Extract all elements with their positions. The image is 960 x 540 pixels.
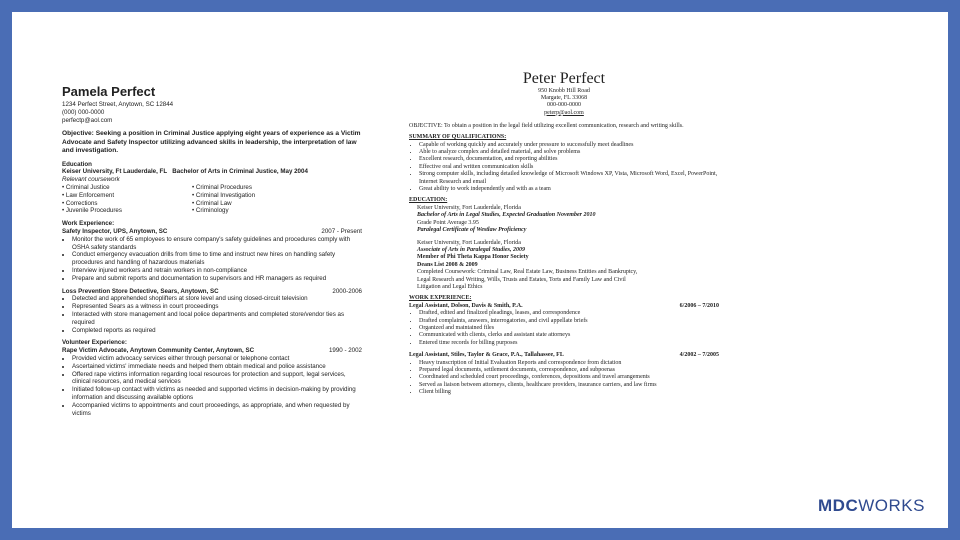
email: peterp@aol.com [544,109,584,116]
school: Keiser University, Fort Lauderdale, Florida [417,239,521,246]
address-line: 950 Knobb Hill Road [538,88,590,94]
bullet: • Drafted complaints, answers, interrogatories, and civil appellate briefs [419,318,719,325]
bullet: • Client billing [419,389,719,396]
deans-list: Deans List 2008 & 2009 [417,261,478,268]
section-work: WORK EXPERIENCE: [409,295,472,302]
course: • Criminology [192,207,229,215]
address: 1234 Perfect Street, Anytown, SC 12844 [62,101,174,108]
bullet: • Initiated follow-up contact with victims as needed and supported victims in decision-making by providing information and discussing available options [72,386,362,402]
degree: Bachelor of Arts in Legal Studies, Expected Graduation November 2010 [417,212,596,219]
resume-name: Pamela Perfect [62,84,156,99]
bullet: • Detected and apprehended shoplifters at store level and using closed-circuit television [72,295,362,303]
bullet: • Drafted, edited and finalized pleadings, leases, and correspondence [419,310,719,317]
job-header: Legal Assistant, Stiles, Taylor & Grace, P.A., Tallahassee, FL 4/2002 – 7/2005 [409,352,719,359]
coursework: Litigation and Legal Ethics [417,283,483,290]
school-line [62,168,362,176]
bullet: • Strong computer skills, including detailed knowledge of Microsoft Windows XP, Vista, Microsoft Word, Excel, PowerPoint, Internet Research and email [419,171,719,186]
bullet: • Entered time records for billing purposes [419,340,719,347]
bullet: • Offered rape victims information regarding local resources for protection and support, legal services, clinical resources, and medical services [72,371,362,387]
school: Keiser University, Fort Lauderdale, Florida [417,204,521,211]
bullet: • Excellent research, documentation, and reporting abilities [419,156,719,163]
coursework-list [62,184,362,215]
email: perfectp@aol.com [62,116,113,124]
bullet: • Ascertained victims' immediate needs and helped them obtain medical and police assistance [72,363,362,371]
logo-part-2: WORKS [858,496,925,515]
bullet: • Conduct emergency evacuation drills from time to time and instruct new hires on handling safety procedures and handling of hazardous materials [72,251,362,267]
bullet: • Communicated with clients, clerks and assistant state attorneys [419,332,719,339]
course: • Criminal Investigation [192,191,256,199]
job-bullets [62,295,362,334]
mdc-works-logo [818,496,925,516]
bullet: • Accompanied victims to appointments and court proceedings, as appropriate, and when requested by victims [72,402,362,418]
resume-pamela [62,84,362,417]
job-header: Rape Victim Advocate, Anytown Community Center, Anytown, SC 1990 - 2002 [62,347,362,355]
bullet: • Served as liaison between attorneys, clients, healthcare providers, insurance carriers, and law firms [419,382,719,389]
coursework: Legal Research and Writing, Wills, Trusts and Estates, Torts and Family Law and Civil [417,276,626,283]
school: Keiser University, Ft Lauderdale, FL [62,168,168,176]
phone: (000) 000-0000 [62,108,105,116]
slide [12,12,948,528]
section-education: Education [62,160,92,168]
bullet: • Capable of working quickly and accurately under pressure to successfully meet deadlines [419,142,719,149]
bullet: • Effective oral and written communication skills [419,164,719,171]
objective: Objective: Seeking a position in Criminal Justice applying eight years of experience as a Victim Advocate and Safety Inspector utilizing advanced skills in leadership, the interpretation of law and investigation. [62,130,361,155]
contact-block [409,88,719,117]
job-header: Safety Inspector, UPS, Anytown, SC 2007 - Present [62,227,362,235]
bullet: • Provided victim advocacy services either through personal or telephone contact [72,355,362,363]
bullet: • Prepared legal documents, settlement documents, correspondence, and subpoenas [419,367,719,374]
bullet: • Completed reports as required [72,327,362,335]
degree: Associate of Arts in Paralegal Studies, 2009 [417,246,525,253]
course: • Criminal Law [192,199,232,207]
honor: Member of Phi Theta Kappa Honor Society [417,254,529,261]
resume-peter [409,70,719,397]
job-header: Legal Assistant, Dolson, Davis & Smith, P.A. 6/2006 – 7/2010 [409,302,719,309]
course: • Juvenile Procedures [62,207,122,215]
job-bullets [62,355,362,417]
coursework-label: Relevant coursework [62,176,120,184]
logo-part-1: MDC [818,496,859,515]
section-volunteer: Volunteer Experience: [62,339,127,347]
bullet: • Organized and maintained files [419,325,719,332]
course: • Corrections [62,199,98,207]
degree: Bachelor of Arts in Criminal Justice, May 2004 [172,168,308,176]
bullet: • Coordinated and scheduled court proceedings, conferences, depositions and travel arrangements [419,374,719,381]
education-block [409,205,719,291]
course: • Criminal Procedures [192,184,252,191]
bullet: • Able to analyze complex and detailed material, and solve problems [419,149,719,156]
summary-bullets [409,142,719,194]
gpa: Grade Point Average 3.95 [417,219,479,226]
bullet: • Great ability to work independently and with as a team [419,186,719,193]
bullet: • Monitor the work of 65 employees to ensure company's safety guidelines and procedures comply with OSHA safety standards [72,236,362,252]
bullet: • Interacted with store management and local police departments and completed store/vendor ties as required [72,311,362,327]
section-work: Work Experience: [62,220,115,228]
section-summary: SUMMARY OF QUALIFICATIONS: [409,134,507,141]
objective: OBJECTIVE: To obtain a position in the legal field utilizing excellent communication, research and writing skills. [409,122,684,129]
phone: 000-000-0000 [547,102,581,109]
certificate: Paralegal Certificate of Westlaw Proficiency [417,227,527,234]
course: • Criminal Justice [62,184,110,191]
coursework: Completed Coursework: Criminal Law, Real Estate Law, Business Entities and Bankruptcy, [417,269,638,276]
city-line: Margate, FL 33068 [540,95,588,102]
bullet: • Heavy transcription of Initial Evaluation Reports and correspondence from dictation [419,360,719,367]
bullet: • Prepare and submit reports and documentation to supervisors and HR managers as required [72,275,362,283]
section-education: EDUCATION: [409,197,448,204]
job-bullets [62,236,362,283]
bullet: • Interview injured workers and retrain workers in non-compliance [72,267,362,275]
job-bullets [409,310,719,347]
bullet: • Represented Sears as a witness in court proceedings [72,303,362,311]
job-header: Loss Prevention Store Detective, Sears, Anytown, SC 2000-2006 [62,287,362,295]
job-bullets [409,360,719,397]
resume-name: Peter Perfect [522,70,606,87]
course: • Law Enforcement [62,191,115,199]
